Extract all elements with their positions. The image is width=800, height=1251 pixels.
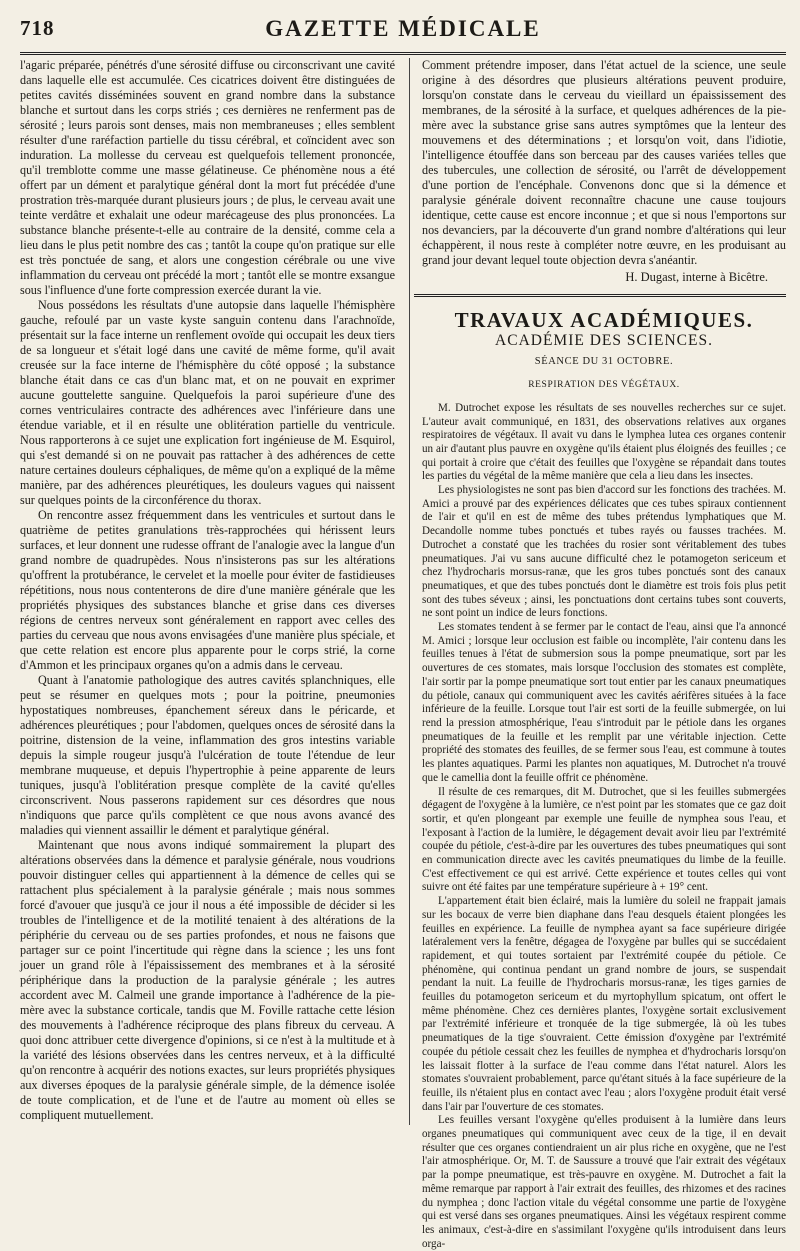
masthead: GAZETTE MÉDICALE <box>265 16 541 41</box>
topic-heading: RESPIRATION DES VÉGÉTAUX. <box>528 380 680 391</box>
header-rule <box>20 52 786 55</box>
paragraph: Comment prétendre imposer, dans l'état actuel de la science, une seule origine à des désordres que plusieurs altérations peuvent produire, lorsqu'on constate dans le cerveau du vieillard un épaississement des membranes, de la sérosité à la surface, et quelques adhérences de la pie-mère avec la substance grise sans autres symptômes que la lenteur des mouvemens et des déterminations ; et lorsqu'on voit, dans l'idiotie, l'intelligence étouffée dans son berceau par des causes variées telles que des tubercules, une collection de sérosité, ou l'arrêt de développement d'une portion de l'encéphale. Convenons donc que si la démence et paralysie générale doivent reconnaître chacune une cause toujours identique, cette cause est encore inconnue ; et que si nous l'emportons sur nos devanciers, par la découverte d'un grand nombre d'altérations qui leur échappèrent, il nous reste à compléter notre œuvre, en les produisant au grand jour devant lequel toute objection devra s'anéantir. <box>422 58 786 267</box>
paragraph: Les feuilles versant l'oxygène qu'elles produisent à la lumière dans leurs organes pneumatiques qui communiquent avec ceux de la tige, il en devait résulter que ces organes contiendraient un air plus riche en oxygène, que ne l'est l'air atmosphérique. Or, M. T. de Saussure a trouvé que l'air extrait des végétaux par la pompe pneumatique, est très-pauvre en oxygène. M. Dutrochet a fait la même remarque par rapport à l'air extrait des feuilles, des rhizomes et des racines du nymphea ; donc l'action vitale du végétal consomme une partie de l'oxygène qui est versé dans ses organes pneumatiques. Ainsi les végétaux respirent comme les animaux, c'est-à-dire en s'assimilant l'oxygène qu'ils introduisent dans leurs orga- <box>422 1114 786 1250</box>
right-column-top <box>422 58 786 285</box>
section-title: TRAVAUX ACADÉMIQUES. <box>454 308 754 332</box>
session-date: SÉANCE DU 31 OCTOBRE. <box>534 356 674 368</box>
paragraph: Quant à l'anatomie pathologique des autres cavités splanchniques, elle peut se résumer en quelques mots ; pour la poitrine, pneumonies hypostatiques nombreuses, épanchement séreux dans le péricarde, et adhérences pleurétiques ; pour l'abdomen, quelques onces de sérosité dans la poitrine, distension de la veine, inflammation des gros intestins variable depuis la simple rougeur jusqu'à l'ulcération de toute l'étendue de leur membrane muqueuse, et depuis l'hypertrophie à peine apparente de leurs tuniques, jusqu'à l'oblitération presque complète de la cavité qu'elles circonscrivent. Nous passerons rapidement sur ces désordres que nous n'indiquons que parce qu'ils complètent ce que nous avons avancé des maladies qui viennent assaillir le dément et paralytique général. <box>20 673 395 837</box>
paragraph: L'appartement était bien éclairé, mais la lumière du soleil ne frappait jamais sur les bocaux de verre bien diaphane dans l'eau desquels étaient plongées les feuilles en expérience. La feuille de nymphea ayant sa face supérieure dirigée latéralement vers la fenêtre, dégagea de l'oxygène par bulles qui se succédaient rapidement, et qui toutes sortaient par l'extrémité coupée du pétiole. Ce phénomène, qui continua pendant un grand nombre de jours, se suspendait pendant la nuit. La feuille de l'hydrocharis morsus-ranæ, les tiges garnies de feuilles du potamogeton sericeum et du myrtophyllum spicatum, ont offert le même phénomène. Chez ces dernières plantes, l'oxygène sortait exclusivement par l'extrémité inférieure et tronquée de la tige submergée, là où les tubes pneumatiques de la tige s'ouvraient. Cette émission d'oxygène par l'extrémité coupée du pétiole cessait chez les feuilles de nymphea et d'hydrocharis lorsqu'on les laissait flotter à la surface de l'eau comme dans l'état naturel. Alors les stomates s'ouvraient probablement, parce qu'étant situés à la face supérieure de la feuille, ils n'étaient plus en contact avec l'eau ; alors l'oxygène produit était versé dans l'air par l'ouverture de ces stomates. <box>422 895 786 1113</box>
section-subtitle: ACADÉMIE DES SCIENCES. <box>495 331 713 349</box>
paragraph: Nous possédons les résultats d'une autopsie dans laquelle l'hémisphère gauche, refoulé par un vaste kyste sanguin contenu dans l'arachnoïde, présentait sur la face interne un renflement ovoïde qui occupait les deux tiers de sa longueur et s'était logé dans une cavité de même forme, qu'il avait creusée sur la face interne de l'hémisphère du côté opposé ; la substance blanche était dans ce cas d'un blanc mat, et on ne pouvait en exprimer aucune gouttelette sanguine. Quelquefois la paroi supérieure d'une des cornes ventriculaires contracte des adhérences avec l'inférieure dans une étendue variable, et il en résulte une oblitération partielle du ventricule. Nous rapporterons à ce sujet une explication fort ingénieuse de M. Esquirol, qui s'est demandé si on ne pouvait pas rattacher à des adhérences de cette nature certaines douleurs céphaliques, de même qu'on a expliqué de la même manière, par des adhérences pleurétiques, les douleurs vagues qui naissent sur quelques points de la circonférence du thorax. <box>20 298 395 507</box>
author-signature: H. Dugast, interne à Bicêtre. <box>625 270 768 284</box>
paragraph: Maintenant que nous avons indiqué sommairement la plupart des altérations observées dans la démence et paralysie générale, nous voudrions pouvoir distinguer celles qui appartiennent à la démence de celles qui se rattachent plus spécialement à la paralysie générale ; mais nous sommes forcé d'avouer que jusqu'à ce jour il nous a été impossible de décider si les troubles de l'intelligence et de la motilité tenaient à des altérations de la périphérie du cerveau ou de ses parties profondes, et nous ne faisons que partager sur ce point l'incertitude qui règne dans la science ; les uns font jouer un grand rôle à l'épaississement des membranes et à la sérosité périphérique dans la production de la paralysie générale ; les autres accordent avec M. Calmeil une grande importance à l'adhérence de la pie-mère avec la substance corticale, tandis que M. Foville rattache cette lésion des mouvements à l'adhérence réciproque des plans fibreux du cerveau. A quoi donc attribuer cette divergence d'opinions, si ce n'est à la multitude et à la variété des lésions observées dans les centres nerveux, et à la difficulté qu'on rencontre à acquérir des notions exactes, sur leurs propriétés physiques aux diverses époques de la paralysie générale simple, de la démence isolée de toute complication, et de l'une et de l'autre au moment où elles se compliquent mutuellement. <box>20 838 395 1122</box>
paragraph: l'agaric préparée, pénétrés d'une sérosité diffuse ou circonscrivant une cavité dans laquelle elle est accumulée. Ces cicatrices doivent être distinguées de petites cavités disséminées souvent en grand nombre dans la substance blanche et surtout dans les corps striés ; ces dernières ne renferment pas de sérosité ; leurs parois sont denses, mais non membraneuses ; elles semblent résulter d'une raréfaction partielle du tissu cérébral, et coïncident avec son induration. La mollesse du cerveau est quelquefois tellement prononcée, qu'il tremblotte comme une masse gélatineuse. Ce phénomène nous a été offert par un dément et paralytique général dont la mort fut précédée d'une prostration très-marquée durant plusieurs jours ; de plus, le cerveau avait une teinte verdâtre et exhalait une odeur marécageuse des plus prononcées. La substance blanche présente-t-elle au contraire de la densité, comme cela a lieu dans le plus petit nombre des cas ; tantôt la coupe qu'on pratique sur elle est très ponctuée de sang, et alors une congestion cérébrale ou une vive inflammation du cerveau ont précédé la mort ; tantôt elle se montre exsangue sous l'influence d'une forte compression exercée durant la vie. <box>20 58 395 297</box>
academic-section <box>422 308 786 1251</box>
page-header <box>20 16 786 52</box>
paragraph: Les physiologistes ne sont pas bien d'accord sur les fonctions des trachées. M. Amici a prouvé par des expériences délicates que ces tubes spiraux contiennent de l'air et qu'il en est de même des tubes prétendus lymphatiques que M. Decandolle nomme tubes ponctués et tubes rayés ou fausses trachées. M. Dutrochet a constaté que les trachées du rosier sont véritablement des tubes pneumatiques. J'ai vu sans aucune difficulté chez le potamogeton sericeum et chez l'hydrocharis morsus-ranæ, que les gros tubes ponctués sont des canaux pneumatiques, et que des tubes ponctués dont le diamètre est trois fois plus petit sont des tubes séveux ; ainsi, les ponctuations dont certains tubes sont couverts, ne sont point un indice de leurs fonctions. <box>422 484 786 620</box>
page-number: 718 <box>20 16 55 40</box>
paragraph: Les stomates tendent à se fermer par le contact de l'eau, ainsi que l'a annoncé M. Amici ; lorsque leur occlusion est faible ou incomplète, l'air contenu dans les feuilles tenues à l'état de submersion sous la pompe pneumatique, sort par les ouvertures de ces stomates, mais lorsque l'occlusion des stomates est complète, l'air sortir par la pompe pneumatique sort tout entier par les canaux pneumatiques du pétiole, canaux qui communiquent avec les cavités aérifères situées à la face inférieure de la feuille. Lorsque tout l'air est sorti de la feuille submergée, on lui rend la pression atmosphérique, l'eau s'introduit par le pétiole dans les organes pneumatiques de la feuille et les remplit par une véritable injection. Cette propriété des stomates des feuilles, de se fermer sous l'eau, est commune à toutes les plantes aquatiques. Parmi les plantes non aquatiques, M. Dutrochet n'a trouvé que le camellia dont la feuille offrit ce phénomène. <box>422 621 786 784</box>
left-column <box>20 58 395 1123</box>
paragraph: M. Dutrochet expose les résultats de ses nouvelles recherches sur ce sujet. L'auteur avait communiqué, en 1831, des observations relatives aux organes respiratoires de végétaux. Il avait vu dans le lymphea lutea ces organes contenir un air d'autant plus pauvre en oxygène qu'ils étaient plus éloignés des feuilles ; ce qui portait à croire que c'était des feuilles que l'oxygène se répandait dans toutes les parties du végétal de la même manière que cela a lieu dans les insectes. <box>422 401 786 483</box>
paragraph: Il résulte de ces remarques, dit M. Dutrochet, que si les feuilles submergées dégagent de l'oxygène à la lumière, ce n'est point par les stomates que ce gaz doit sortir, et qu'en plongeant par exemple une feuille de nymphea sous l'eau, et l'exposant à l'action de la lumière, le dégagement devait avoir lieu par l'extrémité coupée du pétiole, c'est-à-dire par les ouvertures des tubes pneumatiques qui sont en communication directe avec les cavités pneumatiques du limbe de la feuille. C'est effectivement ce qui est arrivé. Cette expérience et toutes celles qui vont suivre ont été faites par une température supérieure à + 19° cent. <box>422 785 786 894</box>
column-divider <box>409 58 410 1125</box>
section-rule <box>414 294 786 297</box>
paragraph: On rencontre assez fréquemment dans les ventricules et surtout dans le quatrième de petites granulations très-rapprochées qui hérissent leurs surfaces, et leur donnent une rudesse offrant de l'analogie avec la langue d'un grand nombre de quadrupèdes. Nous n'insisterons pas sur les altérations qu'offrent la protubérance, le cervelet et la moelle pour éviter de fastidieuses répétitions, nous nous contenterons de dire d'une manière générale que les propriétés physiques des substances blanche et grise dans ces diverses régions de centres nerveux sont généralement en rapport avec celles des parties du cerveau que nous avons envisagées d'une manière plus spéciale, et que cette relation est encore plus apparente pour le corps strié, la corne d'Ammon et les principaux organes qu'on a admis dans le cerveau. <box>20 508 395 672</box>
